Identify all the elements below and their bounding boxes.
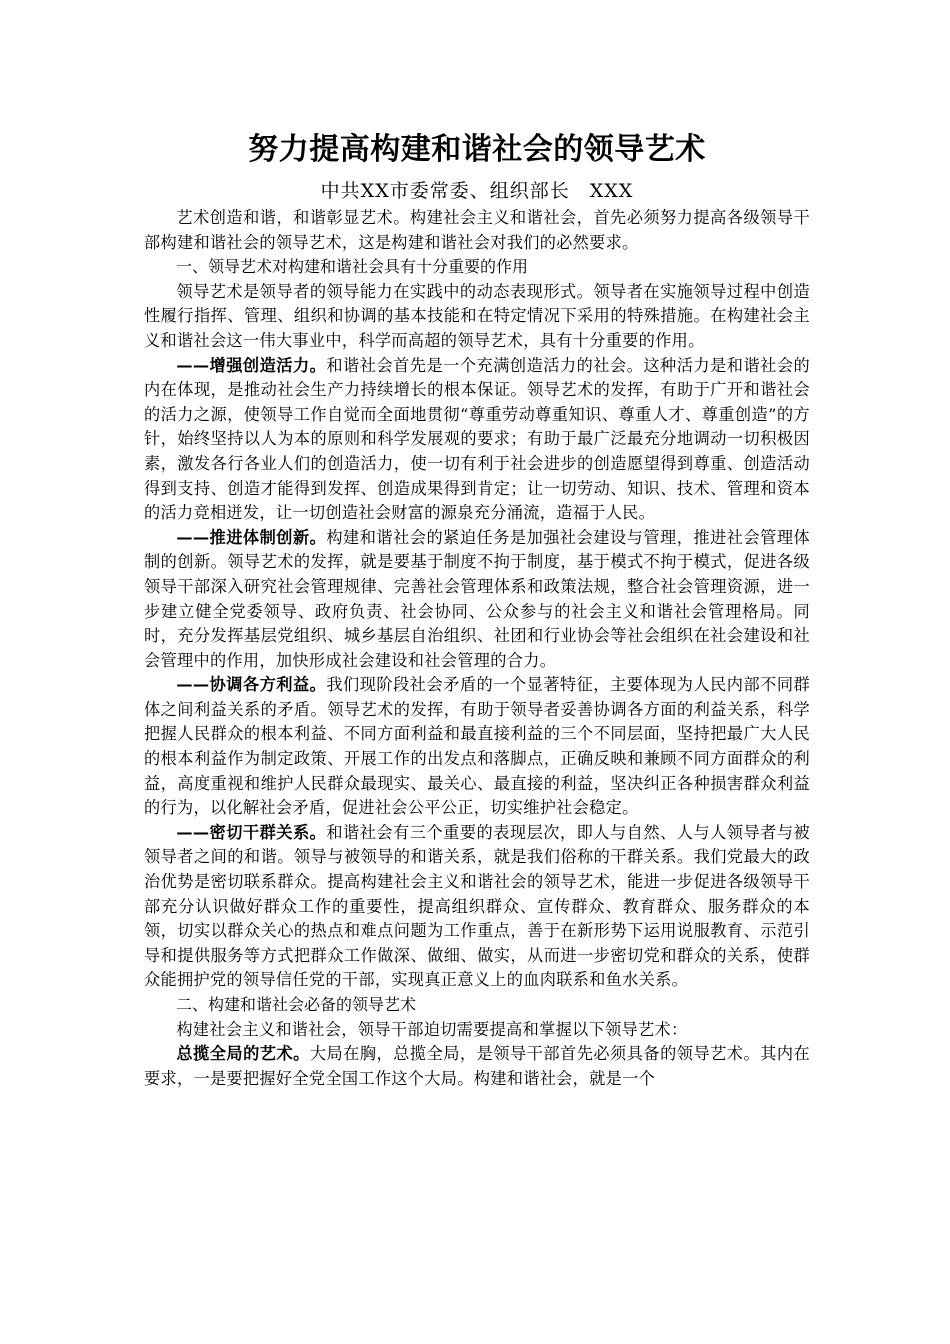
- paragraph-text: 和谐社会首先是一个充满创造活力的社会。这种活力是和谐社会的内在体现，是推动社会生产力持续增长的根本保证。领导艺术的发挥，有助于广开和谐社会的活力之源，使领导工作自觉而全面地贯彻“尊重劳动尊重知识、尊重人才、尊重创造”的方针，始终坚持以人为本的原则和科学发展观的要求；有助于最广泛最充分地调动一切积极因素，激发各行各业人们的创造活力，使一切有利于社会进步的创造愿望得到尊重、创造活动得到支持、创造才能得到发挥、创造成果得到肯定；让一切劳动、知识、技术、管理和资本的活力竞相迸发，让一切创造社会财富的源泉充分涌流，造福于人民。: [144, 355, 810, 523]
- author-line: [144, 176, 810, 206]
- paragraph-relations: [144, 821, 810, 993]
- section-heading-2: 二、构建和谐社会必备的领导艺术: [176, 995, 417, 1014]
- document-page: [144, 124, 810, 1091]
- author-name: XXX: [589, 180, 634, 202]
- document-title: 努力提高构建和谐社会的领导艺术: [248, 132, 706, 167]
- paragraph-interests: [144, 673, 810, 821]
- paragraph-text: 我们现阶段社会矛盾的一个显著特征，主要体现为人民内部不同群体之间利益关系的矛盾。领导艺术的发挥，有助于领导者妥善协调各方面的利益关系，科学把握人民群众的根本利益、不同方面利益和最直接利益的三个不同层面，坚持把最广大人民的根本利益作为制定政策、开展工作的出发点和落脚点，正确反映和兼顾不同方面群众的利益，高度重视和维护人民群众最现实、最关心、最直接的利益，坚决纠正各种损害群众利益的行为，以化解社会矛盾，促进社会公平公正，切实维护社会稳定。: [144, 675, 810, 818]
- paragraph-creativity: [144, 354, 810, 526]
- paragraph-text: 和谐社会有三个重要的表现层次，即人与自然、人与人领导者与被领导者之间的和谐。领导与被领导的和谐关系，就是我们俗称的干群关系。我们党最大的政治优势是密切联系群众。提高构建社会主义和谐社会的领导艺术，能进一步促进各级领导干部充分认识做好群众工作的重要性，提高组织群众、宣传群众、教育群众、服务群众的本领，切实以群众关心的热点和难点问题为工作重点，善于在新形势下运用说服教育、示范引导和提供服务等方式把群众工作做深、做细、做实，从而进一步密切党和群众的关系，使群众能拥护党的领导信任党的干部，实现真正意义上的血肉联系和鱼水关系。: [144, 822, 810, 990]
- paragraph-lead: 总揽全局的艺术。: [176, 1044, 310, 1064]
- paragraph-text: 构建和谐社会的紧迫任务是加强社会建设与管理，推进社会管理体制的创新。领导艺术的发挥，就是要基于制度不拘于制度，基于模式不拘于模式，促进各级领导干部深入研究社会管理规律、完善社会管理体系和政策法规，整合社会管理资源，进一步建立健全党委领导、政府负责、社会协同、公众参与的社会主义和谐社会管理格局。同时，充分发挥基层党组织、城乡基层自治组织、社团和行业协会等社会组织在社会建设和社会管理中的作用，加快形成社会建设和社会管理的合力。: [144, 527, 810, 670]
- paragraph-overall: [144, 1042, 810, 1091]
- paragraph-lead: ——协调各方利益。: [176, 675, 327, 695]
- intro-paragraph: 艺术创造和谐，和谐彰显艺术。构建社会主义和谐社会，首先必须努力提高各级领导干部构建和谐社会的领导艺术，这是构建和谐社会对我们的必然要求。: [144, 208, 810, 252]
- paragraph-text: 大局在胸，总揽全局，是领导干部首先必须具备的领导艺术。其内在要求，一是要把握好全党全国工作这个大局。构建和谐社会，就是一个: [144, 1044, 810, 1088]
- section1-intro-paragraph: 领导艺术是领导者的领导能力在实践中的动态表现形式。领导者在实施领导过程中创造性履行指挥、管理、组织和协调的基本技能和在特定情况下采用的特殊措施。在构建社会主义和谐社会这一伟大事业中，科学而高超的领导艺术，具有十分重要的作用。: [144, 281, 810, 350]
- paragraph-lead: ——推进体制创新。: [176, 527, 327, 547]
- paragraph-innovation: [144, 526, 810, 674]
- section-heading-1: 一、领导艺术对构建和谐社会具有十分重要的作用: [176, 257, 529, 277]
- paragraph-lead: ——密切干群关系。: [176, 822, 327, 842]
- section2-intro-paragraph: 构建社会主义和谐社会，领导干部迫切需要提高和掌握以下领导艺术：: [176, 1019, 688, 1039]
- paragraph-lead: ——增强创造活力。: [176, 355, 327, 375]
- author-org: 中共XX市委常委、组织部长: [320, 180, 570, 202]
